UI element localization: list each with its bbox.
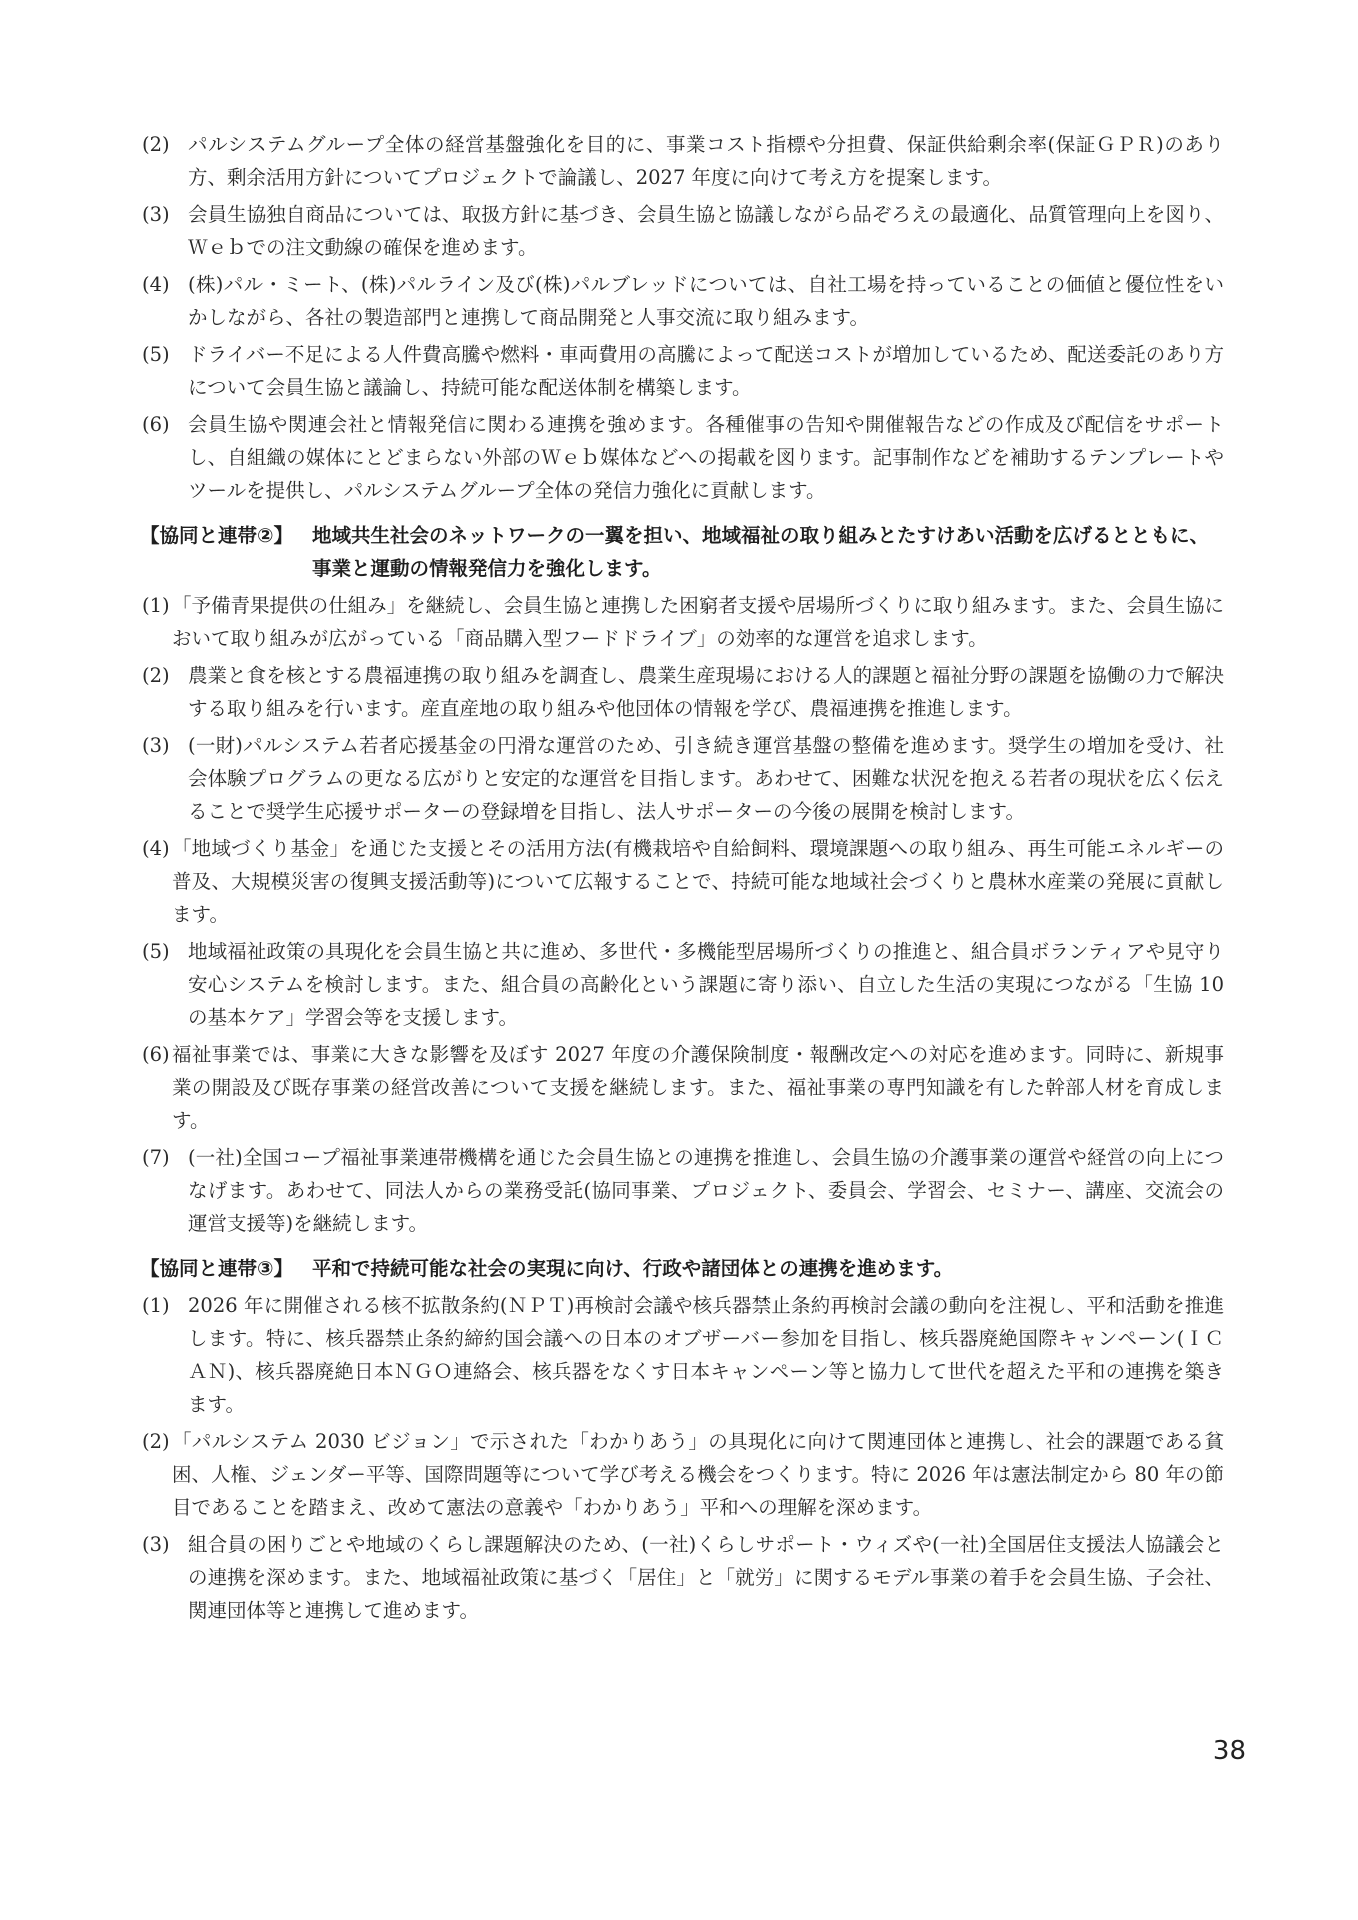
item-text: 農業と食を核とする農福連携の取り組みを調査し、農業生産現場における人的課題と福祉分野の課題を協働の力で解決する取り組みを行います。産直産地の取り組みや他団体の情報を学び、農福連携を推進します。	[188, 664, 1224, 720]
item-number: (6)	[142, 413, 170, 436]
section-tag: 【協同と連帯②】	[140, 524, 294, 547]
item-text: 「パルシステム 2030 ビジョン」で示された「わかりあう」の具現化に向けて関連団体と連携し、社会的課題である貧困、人権、ジェンダー平等、国際問題等について学び考える機会をつくります。特に 2026 年は憲法制定から 80 年の節目であることを踏まえ、改めて憲法の意義や「わかりあう」平和への理解を深めます。	[172, 1430, 1224, 1519]
item-text: 「地域づくり基金」を通じた支援とその活用方法(有機栽培や自給飼料、環境課題への取り組み、再生可能エネルギーの普及、大規模災害の復興支援活動等)について広報することで、持続可能な地域社会づくりと農林水産業の発展に貢献します。	[172, 837, 1224, 926]
item-text: パルシステムグループ全体の経営基盤強化を目的に、事業コスト指標や分担費、保証供給剰余率(保証ＧＰＲ)のあり方、剰余活用方針についてプロジェクトで論議し、2027 年度に向けて考え方を提案します。	[188, 133, 1224, 189]
list-item	[142, 589, 1224, 655]
section-cooperation-3	[142, 1252, 1224, 1627]
item-number: (3)	[142, 734, 170, 757]
item-number: (6)	[142, 1043, 170, 1066]
list-item	[142, 1141, 1224, 1240]
list-item	[142, 1289, 1224, 1421]
page-number: 38	[1212, 1736, 1246, 1766]
list-item	[142, 408, 1224, 507]
section-tag: 【協同と連帯③】	[140, 1257, 294, 1280]
list-item	[142, 832, 1224, 931]
list-item	[142, 1528, 1224, 1627]
section-continued-list	[142, 128, 1224, 507]
item-text: ドライバー不足による人件費高騰や燃料・車両費用の高騰によって配送コストが増加しているため、配送委託のあり方について会員生協と議論し、持続可能な配送体制を構築します。	[188, 343, 1224, 399]
item-number: (5)	[142, 940, 170, 963]
item-text: (一財)パルシステム若者応援基金の円滑な運営のため、引き続き運営基盤の整備を進めます。奨学生の増加を受け、社会体験プログラムの更なる広がりと安定的な運営を目指します。あわせて、困難な状況を抱える若者の現状を広く伝えることで奨学生応援サポーターの登録増を目指し、法人サポーターの今後の展開を検討します。	[188, 734, 1224, 823]
item-number: (7)	[142, 1146, 170, 1169]
item-text: 会員生協や関連会社と情報発信に関わる連携を強めます。各種催事の告知や開催報告などの作成及び配信をサポートし、自組織の媒体にとどまらない外部のＷｅｂ媒体などへの掲載を図ります。記事制作などを補助するテンプレートやツールを提供し、パルシステムグループ全体の発信力強化に貢献します。	[188, 413, 1224, 502]
section-heading-text: 平和で持続可能な社会の実現に向け、行政や諸団体との連携を進めます。	[312, 1257, 954, 1280]
item-number: (4)	[142, 837, 170, 860]
item-text: 組合員の困りごとや地域のくらし課題解決のため、(一社)くらしサポート・ウィズや(一社)全国居住支援法人協議会との連携を深めます。また、地域福祉政策に基づく「居住」と「就労」に関するモデル事業の着手を会員生協、子会社、関連団体等と連携して進めます。	[188, 1533, 1224, 1622]
item-number: (2)	[142, 1430, 170, 1453]
section-heading-text: 地域共生社会のネットワークの一翼を担い、地域福祉の取り組みとたすけあい活動を広げるとともに、事業と運動の情報発信力を強化します。	[312, 524, 1210, 580]
list-item	[142, 1425, 1224, 1524]
list-item	[142, 729, 1224, 828]
item-number: (3)	[142, 1533, 170, 1556]
item-number: (2)	[142, 664, 170, 687]
section-heading	[140, 519, 1224, 585]
item-number: (5)	[142, 343, 170, 366]
section-cooperation-2	[142, 519, 1224, 1240]
item-text: 地域福祉政策の具現化を会員生協と共に進め、多世代・多機能型居場所づくりの推進と、組合員ボランティアや見守り安心システムを検討します。また、組合員の高齢化という課題に寄り添い、自立した生活の実現につながる「生協 10 の基本ケア」学習会等を支援します。	[188, 940, 1224, 1029]
item-text: 会員生協独自商品については、取扱方針に基づき、会員生協と協議しながら品ぞろえの最適化、品質管理向上を図り、Ｗｅｂでの注文動線の確保を進めます。	[188, 203, 1224, 259]
item-number: (4)	[142, 273, 170, 296]
item-number: (1)	[142, 1294, 170, 1317]
item-text: 「予備青果提供の仕組み」を継続し、会員生協と連携した困窮者支援や居場所づくりに取り組みます。また、会員生協において取り組みが広がっている「商品購入型フードドライブ」の効率的な運営を追求します。	[172, 594, 1224, 650]
item-text: (株)パル・ミート、(株)パルライン及び(株)パルブレッドについては、自社工場を持っていることの価値と優位性をいかしながら、各社の製造部門と連携して商品開発と人事交流に取り組みます。	[188, 273, 1224, 329]
list-item	[142, 198, 1224, 264]
item-text: 2026 年に開催される核不拡散条約(ＮＰＴ)再検討会議や核兵器禁止条約再検討会議の動向を注視し、平和活動を推進します。特に、核兵器禁止条約締約国会議への日本のオブザーバー参加を目指し、核兵器廃絶国際キャンペーン(ＩＣＡＮ)、核兵器廃絶日本ＮＧＯ連絡会、核兵器をなくす日本キャンペーン等と協力して世代を超えた平和の連携を築きます。	[188, 1294, 1224, 1416]
list-item	[142, 1038, 1224, 1137]
list-item	[142, 935, 1224, 1034]
item-text: (一社)全国コープ福祉事業連帯機構を通じた会員生協との連携を推進し、会員生協の介護事業の運営や経営の向上につなげます。あわせて、同法人からの業務受託(協同事業、プロジェクト、委員会、学習会、セミナー、講座、交流会の運営支援等)を継続します。	[188, 1146, 1224, 1235]
list-item	[142, 659, 1224, 725]
list-item	[142, 128, 1224, 194]
list-item	[142, 268, 1224, 334]
list-item	[142, 338, 1224, 404]
item-number: (2)	[142, 133, 170, 156]
section-heading	[140, 1252, 1224, 1285]
item-text: 福祉事業では、事業に大きな影響を及ぼす 2027 年度の介護保険制度・報酬改定への対応を進めます。同時に、新規事業の開設及び既存事業の経営改善について支援を継続します。また、福祉事業の専門知識を有した幹部人材を育成します。	[172, 1043, 1224, 1132]
item-number: (3)	[142, 203, 170, 226]
item-number: (1)	[142, 594, 170, 617]
